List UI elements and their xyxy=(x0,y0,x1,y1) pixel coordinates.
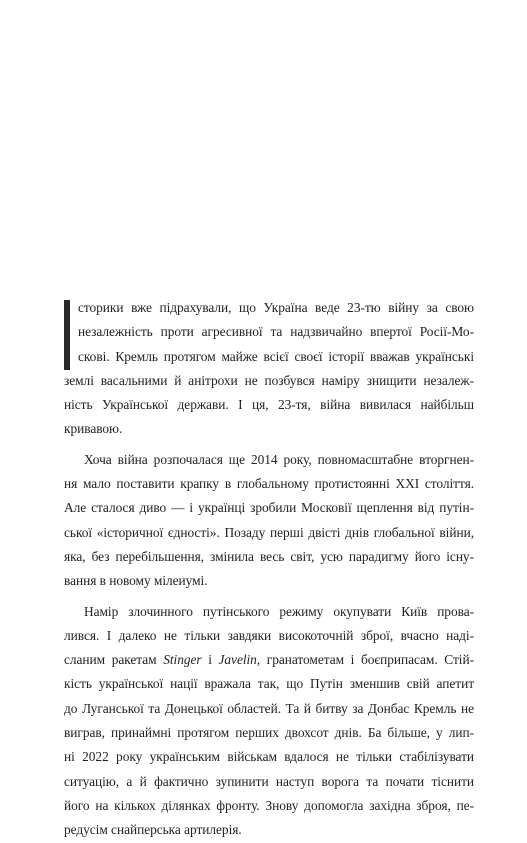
text-line: ня мало поставити крапку в глобальному протистоянні XXI століття. xyxy=(64,476,474,492)
text-line: до Луганської та Донецької областей. Та й битву за Донбас Кремль не xyxy=(64,700,474,716)
text-line: кривавою. xyxy=(64,421,123,437)
text-line: виграв, принаймні протягом перших двохсот днів. Ба більше, у лип- xyxy=(64,725,474,741)
text-line: редусім снайперська артилерія. xyxy=(64,822,242,838)
text-line: ситуацію, а й фактично зупинити наступ ворога та почати тіснити xyxy=(64,773,474,789)
text-line: яка, без перебільшення, змінила весь світ, усю парадигму його існу- xyxy=(64,548,474,564)
text-line: лився. І далеко не тільки завдяки високоточній зброї, вчасно наді- xyxy=(64,627,474,643)
text-line: сланим ракетам Stinger і Javelin, гранатометам і боєприпасам. Стій- xyxy=(64,652,474,668)
text-line: ність Української держави. І ця, 23-тя, війна вивилася найбільш xyxy=(64,397,474,413)
text-line: Хоча війна розпочалася ще 2014 року, повномасштабне вторгнен- xyxy=(84,451,474,467)
paragraph-3 xyxy=(64,600,474,843)
text-line: Намір злочинного путінського режиму окупувати Київ прова- xyxy=(84,603,474,619)
text-line: вання в новому мілеиумі. xyxy=(64,573,208,589)
text-line: незалежність проти агресивної та надзвичайно впертої Росії-Мо- xyxy=(78,324,474,340)
drop-cap-initial xyxy=(64,300,70,370)
text-line: скові. Кремль протягом майже всієї своєї історії вважав українські xyxy=(78,348,474,364)
text-line: сторики вже підрахували, що Україна веде 23-тю війну за свою xyxy=(78,300,474,315)
text-line: ської «історичної єдності». Позаду перші двісті днів глобальної війни, xyxy=(64,524,474,540)
paragraph-1 xyxy=(64,296,474,442)
text-line: його на кількох ділянках фронту. Знову допомогла західна зброя, пе- xyxy=(64,797,474,813)
paragraph-2 xyxy=(64,448,474,594)
text-line: землі васальними й анітрохи не позбувся наміру знищити незалеж- xyxy=(64,372,474,388)
text-line: ні 2022 року українським військам вдалося не тільки стабілізувати xyxy=(64,749,474,765)
body-text xyxy=(64,296,474,843)
text-line: Але сталося диво — і українці зробили Московії щеплення від путін- xyxy=(64,500,474,516)
text-line: кість української нації вражала так, що Путін зменшив свій апетит xyxy=(64,676,474,692)
